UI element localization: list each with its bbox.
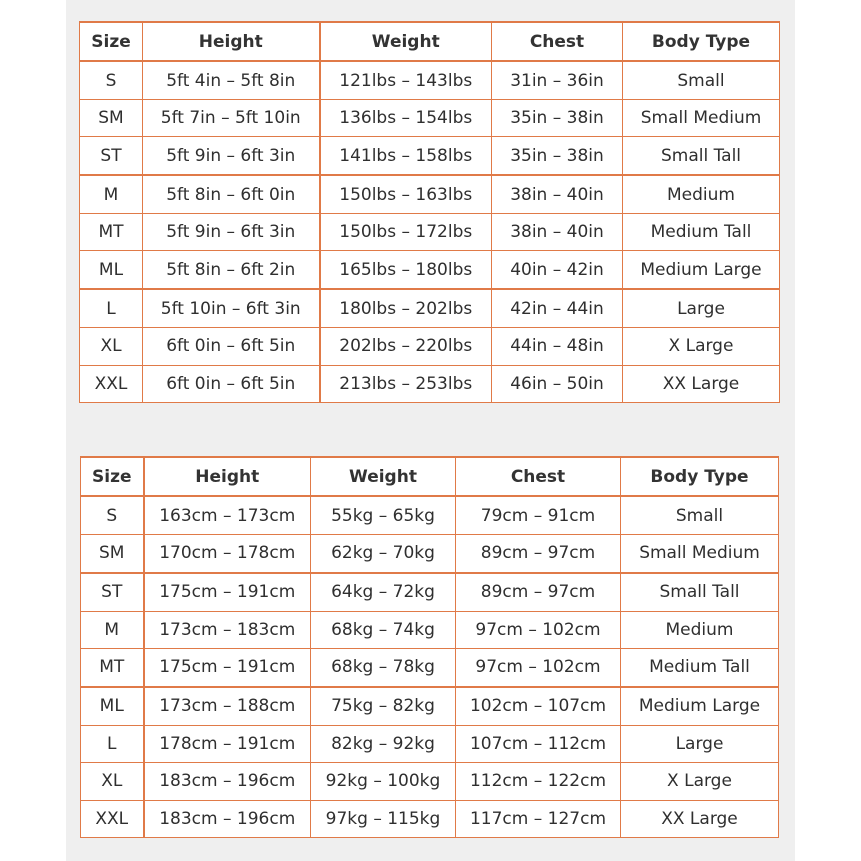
cell-size: S: [80, 61, 143, 99]
cell-weight: 213lbs – 253lbs: [320, 365, 492, 402]
cell-body-type: Medium Tall: [623, 214, 780, 251]
cell-weight: 180lbs – 202lbs: [320, 289, 492, 327]
cell-chest: 112cm – 122cm: [456, 763, 621, 800]
cell-weight: 55kg – 65kg: [311, 496, 456, 534]
cell-body-type: Medium Large: [621, 687, 779, 725]
cell-weight: 92kg – 100kg: [311, 763, 456, 800]
cell-height: 173cm – 183cm: [144, 611, 311, 648]
cell-height: 170cm – 178cm: [144, 535, 311, 573]
cell-size: XXL: [81, 800, 144, 837]
cell-chest: 35in – 38in: [492, 100, 623, 137]
cell-chest: 97cm – 102cm: [456, 611, 621, 648]
cell-chest: 79cm – 91cm: [456, 496, 621, 534]
cell-chest: 107cm – 112cm: [456, 725, 621, 762]
table-row: [81, 649, 779, 687]
imperial-size-table: [79, 21, 780, 403]
cell-size: ML: [80, 251, 143, 289]
header-body-type: Body Type: [621, 457, 779, 496]
table-row: [80, 214, 780, 251]
cell-size: MT: [80, 214, 143, 251]
cell-weight: 97kg – 115kg: [311, 800, 456, 837]
header-height: Height: [143, 22, 320, 61]
cell-height: 5ft 7in – 5ft 10in: [143, 100, 320, 137]
cell-chest: 102cm – 107cm: [456, 687, 621, 725]
cell-body-type: Medium: [621, 611, 779, 648]
cell-body-type: Small Tall: [623, 137, 780, 175]
cell-height: 6ft 0in – 6ft 5in: [143, 365, 320, 402]
cell-height: 5ft 9in – 6ft 3in: [143, 137, 320, 175]
cell-body-type: XX Large: [621, 800, 779, 837]
cell-weight: 75kg – 82kg: [311, 687, 456, 725]
table-header-row: [80, 22, 780, 61]
cell-size: S: [81, 496, 144, 534]
cell-chest: 44in – 48in: [492, 328, 623, 365]
cell-weight: 150lbs – 172lbs: [320, 214, 492, 251]
cell-body-type: Small Medium: [623, 100, 780, 137]
cell-chest: 117cm – 127cm: [456, 800, 621, 837]
cell-body-type: Small Medium: [621, 535, 779, 573]
header-height: Height: [144, 457, 311, 496]
cell-body-type: Large: [621, 725, 779, 762]
cell-height: 5ft 8in – 6ft 0in: [143, 175, 320, 213]
cell-weight: 141lbs – 158lbs: [320, 137, 492, 175]
table-row: [80, 175, 780, 213]
table-row: [81, 573, 779, 611]
header-body-type: Body Type: [623, 22, 780, 61]
table-row: [80, 328, 780, 365]
cell-size: M: [80, 175, 143, 213]
cell-height: 5ft 8in – 6ft 2in: [143, 251, 320, 289]
header-weight: Weight: [320, 22, 492, 61]
cell-chest: 42in – 44in: [492, 289, 623, 327]
cell-chest: 89cm – 97cm: [456, 535, 621, 573]
header-size: Size: [81, 457, 144, 496]
header-size: Size: [80, 22, 143, 61]
table-row: [81, 535, 779, 573]
cell-size: XL: [81, 763, 144, 800]
cell-body-type: Small Tall: [621, 573, 779, 611]
table-row: [80, 251, 780, 289]
cell-height: 163cm – 173cm: [144, 496, 311, 534]
cell-weight: 121lbs – 143lbs: [320, 61, 492, 99]
cell-size: SM: [80, 100, 143, 137]
cell-weight: 150lbs – 163lbs: [320, 175, 492, 213]
table-row: [81, 800, 779, 837]
cell-chest: 46in – 50in: [492, 365, 623, 402]
cell-size: XL: [80, 328, 143, 365]
cell-weight: 68kg – 78kg: [311, 649, 456, 687]
cell-chest: 97cm – 102cm: [456, 649, 621, 687]
table-row: [80, 61, 780, 99]
table-row: [81, 763, 779, 800]
table-row: [80, 365, 780, 402]
cell-weight: 136lbs – 154lbs: [320, 100, 492, 137]
cell-size: L: [80, 289, 143, 327]
header-weight: Weight: [311, 457, 456, 496]
cell-size: ML: [81, 687, 144, 725]
cell-height: 175cm – 191cm: [144, 573, 311, 611]
cell-size: XXL: [80, 365, 143, 402]
cell-body-type: XX Large: [623, 365, 780, 402]
table-row: [81, 687, 779, 725]
table-header-row: [81, 457, 779, 496]
cell-height: 183cm – 196cm: [144, 800, 311, 837]
cell-height: 5ft 4in – 5ft 8in: [143, 61, 320, 99]
header-chest: Chest: [492, 22, 623, 61]
table-row: [80, 137, 780, 175]
metric-size-table: [80, 456, 779, 838]
cell-body-type: X Large: [623, 328, 780, 365]
cell-height: 6ft 0in – 6ft 5in: [143, 328, 320, 365]
table-row: [80, 100, 780, 137]
cell-size: ST: [81, 573, 144, 611]
cell-height: 175cm – 191cm: [144, 649, 311, 687]
cell-chest: 89cm – 97cm: [456, 573, 621, 611]
cell-height: 5ft 10in – 6ft 3in: [143, 289, 320, 327]
cell-weight: 68kg – 74kg: [311, 611, 456, 648]
cell-body-type: Large: [623, 289, 780, 327]
header-chest: Chest: [456, 457, 621, 496]
cell-size: M: [81, 611, 144, 648]
cell-weight: 165lbs – 180lbs: [320, 251, 492, 289]
cell-body-type: Medium Tall: [621, 649, 779, 687]
table-row: [80, 289, 780, 327]
cell-chest: 31in – 36in: [492, 61, 623, 99]
cell-weight: 202lbs – 220lbs: [320, 328, 492, 365]
cell-body-type: Medium Large: [623, 251, 780, 289]
cell-size: MT: [81, 649, 144, 687]
cell-height: 173cm – 188cm: [144, 687, 311, 725]
cell-body-type: X Large: [621, 763, 779, 800]
cell-chest: 38in – 40in: [492, 214, 623, 251]
table-row: [81, 725, 779, 762]
cell-body-type: Small: [621, 496, 779, 534]
cell-body-type: Small: [623, 61, 780, 99]
cell-chest: 35in – 38in: [492, 137, 623, 175]
cell-height: 183cm – 196cm: [144, 763, 311, 800]
cell-chest: 38in – 40in: [492, 175, 623, 213]
table-row: [81, 496, 779, 534]
cell-weight: 82kg – 92kg: [311, 725, 456, 762]
cell-weight: 62kg – 70kg: [311, 535, 456, 573]
cell-weight: 64kg – 72kg: [311, 573, 456, 611]
cell-body-type: Medium: [623, 175, 780, 213]
cell-height: 178cm – 191cm: [144, 725, 311, 762]
cell-height: 5ft 9in – 6ft 3in: [143, 214, 320, 251]
cell-size: ST: [80, 137, 143, 175]
cell-size: SM: [81, 535, 144, 573]
table-row: [81, 611, 779, 648]
cell-chest: 40in – 42in: [492, 251, 623, 289]
cell-size: L: [81, 725, 144, 762]
